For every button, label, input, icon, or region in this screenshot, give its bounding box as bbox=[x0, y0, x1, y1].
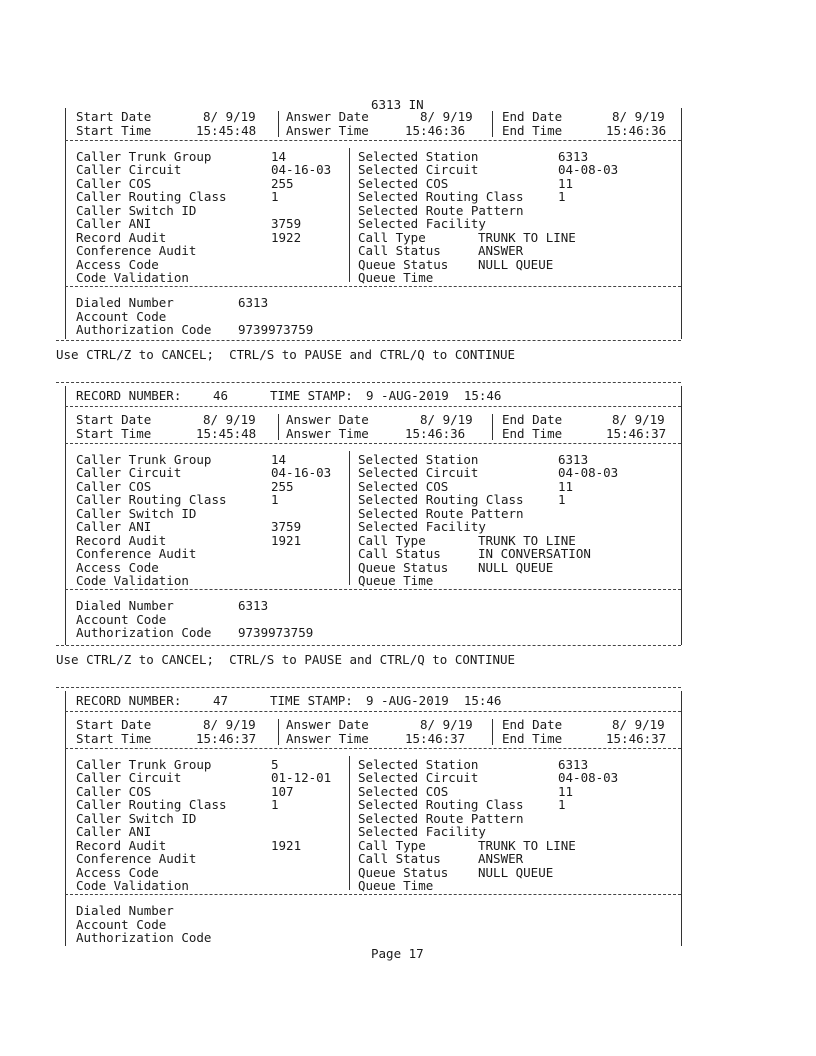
frame-right-border bbox=[681, 691, 682, 946]
section-divider bbox=[65, 140, 681, 141]
account-code-label: Account Code bbox=[76, 917, 167, 932]
section-divider bbox=[65, 406, 681, 407]
start-time-value: 15:46:37 bbox=[196, 731, 257, 746]
caller-switch-id-label: Caller Switch ID bbox=[76, 506, 197, 521]
selected-circuit-value: 04-08-03 bbox=[558, 770, 619, 785]
caller-cos-value: 255 bbox=[271, 176, 294, 191]
record-audit-value: 1921 bbox=[271, 838, 302, 853]
access-code-label: Access Code bbox=[76, 257, 159, 272]
end-time-value: 15:46:37 bbox=[606, 731, 667, 746]
caller-routing-class-label: Caller Routing Class bbox=[76, 797, 227, 812]
account-code-label: Account Code bbox=[76, 612, 167, 627]
queue-time-label: Queue Time bbox=[358, 573, 434, 588]
end-date-value: 8/ 9/19 bbox=[612, 717, 665, 732]
caller-ani-label: Caller ANI bbox=[76, 824, 152, 839]
caller-cos-label: Caller COS bbox=[76, 176, 152, 191]
record-audit-value: 1922 bbox=[271, 230, 302, 245]
call-type-value: TRUNK TO LINE bbox=[478, 533, 576, 548]
selected-cos-value: 11 bbox=[558, 176, 574, 191]
caller-switch-id-label: Caller Switch ID bbox=[76, 203, 197, 218]
record-number-label: RECORD NUMBER: bbox=[76, 388, 182, 403]
start-date-value: 8/ 9/19 bbox=[203, 717, 256, 732]
header-station-id: 6313 IN bbox=[371, 97, 424, 112]
selected-cos-value: 11 bbox=[558, 784, 574, 799]
call-type-value: TRUNK TO LINE bbox=[478, 230, 576, 245]
caller-ani-value: 3759 bbox=[271, 216, 302, 231]
conference-audit-label: Conference Audit bbox=[76, 243, 197, 258]
page-number: Page 17 bbox=[371, 946, 424, 961]
authorization-code-label: Authorization Code bbox=[76, 930, 212, 945]
selected-station-value: 6313 bbox=[558, 149, 589, 164]
section-divider bbox=[65, 589, 681, 590]
caller-cos-label: Caller COS bbox=[76, 479, 152, 494]
selected-circuit-label: Selected Circuit bbox=[358, 465, 479, 480]
record-top-divider bbox=[56, 687, 681, 688]
queue-status-label: Queue Status bbox=[358, 560, 449, 575]
time-stamp-value: 9 -AUG-2019 15:46 bbox=[366, 693, 502, 708]
caller-routing-class-value: 1 bbox=[271, 189, 279, 204]
queue-time-label: Queue Time bbox=[358, 270, 434, 285]
date-col-divider-1 bbox=[278, 111, 279, 137]
selected-route-pattern-label: Selected Route Pattern bbox=[358, 203, 524, 218]
selected-cos-label: Selected COS bbox=[358, 784, 449, 799]
start-date-value: 8/ 9/19 bbox=[203, 412, 256, 427]
authorization-code-label: Authorization Code bbox=[76, 625, 212, 640]
selected-station-label: Selected Station bbox=[358, 757, 479, 772]
answer-time-label: Answer Time bbox=[286, 123, 369, 138]
answer-date-label: Answer Date bbox=[286, 717, 369, 732]
answer-time-value: 15:46:36 bbox=[405, 123, 466, 138]
caller-ani-label: Caller ANI bbox=[76, 216, 152, 231]
end-date-label: End Date bbox=[502, 109, 563, 124]
caller-ani-label: Caller ANI bbox=[76, 519, 152, 534]
start-date-label: Start Date bbox=[76, 717, 152, 732]
caller-routing-class-label: Caller Routing Class bbox=[76, 189, 227, 204]
dialed-number-label: Dialed Number bbox=[76, 598, 174, 613]
start-time-label: Start Time bbox=[76, 123, 152, 138]
caller-circuit-label: Caller Circuit bbox=[76, 162, 182, 177]
authorization-code-label: Authorization Code bbox=[76, 322, 212, 337]
selected-circuit-value: 04-08-03 bbox=[558, 162, 619, 177]
code-validation-label: Code Validation bbox=[76, 878, 189, 893]
record-number-label: RECORD NUMBER: bbox=[76, 693, 182, 708]
caller-circuit-label: Caller Circuit bbox=[76, 770, 182, 785]
selected-facility-label: Selected Facility bbox=[358, 519, 486, 534]
end-time-value: 15:46:36 bbox=[606, 123, 667, 138]
selected-routing-class-value: 1 bbox=[558, 189, 566, 204]
dialed-number-label: Dialed Number bbox=[76, 295, 174, 310]
end-date-label: End Date bbox=[502, 717, 563, 732]
call-type-label: Call Type bbox=[358, 533, 426, 548]
start-time-label: Start Time bbox=[76, 731, 152, 746]
start-date-label: Start Date bbox=[76, 412, 152, 427]
call-type-label: Call Type bbox=[358, 838, 426, 853]
selected-cos-value: 11 bbox=[558, 479, 574, 494]
authorization-code-value: 9739973759 bbox=[238, 322, 314, 337]
record-audit-label: Record Audit bbox=[76, 533, 167, 548]
call-status-value: ANSWER bbox=[478, 851, 524, 866]
record-audit-value: 1921 bbox=[271, 533, 302, 548]
section-divider bbox=[65, 286, 681, 287]
caller-trunk-group-label: Caller Trunk Group bbox=[76, 757, 212, 772]
answer-date-label: Answer Date bbox=[286, 109, 369, 124]
section-divider bbox=[65, 711, 681, 712]
queue-status-value: NULL QUEUE bbox=[478, 865, 554, 880]
selected-facility-label: Selected Facility bbox=[358, 824, 486, 839]
caller-trunk-group-value: 14 bbox=[271, 452, 287, 467]
record-number-value: 46 bbox=[213, 388, 229, 403]
call-status-label: Call Status bbox=[358, 546, 441, 561]
account-code-label: Account Code bbox=[76, 309, 167, 324]
end-time-label: End Time bbox=[502, 123, 563, 138]
start-time-value: 15:45:48 bbox=[196, 426, 257, 441]
selected-routing-class-label: Selected Routing Class bbox=[358, 189, 524, 204]
caller-cos-value: 107 bbox=[271, 784, 294, 799]
caller-trunk-group-label: Caller Trunk Group bbox=[76, 149, 212, 164]
answer-time-label: Answer Time bbox=[286, 731, 369, 746]
frame-left-border bbox=[65, 691, 66, 946]
conference-audit-label: Conference Audit bbox=[76, 851, 197, 866]
code-validation-label: Code Validation bbox=[76, 270, 189, 285]
fields-col-divider bbox=[349, 756, 350, 890]
selected-routing-class-label: Selected Routing Class bbox=[358, 797, 524, 812]
fields-col-divider bbox=[349, 148, 350, 282]
selected-circuit-value: 04-08-03 bbox=[558, 465, 619, 480]
section-divider bbox=[65, 894, 681, 895]
caller-circuit-label: Caller Circuit bbox=[76, 465, 182, 480]
selected-route-pattern-label: Selected Route Pattern bbox=[358, 811, 524, 826]
selected-cos-label: Selected COS bbox=[358, 176, 449, 191]
time-stamp-label: TIME STAMP: bbox=[270, 388, 353, 403]
record-end-divider bbox=[56, 645, 681, 646]
end-date-label: End Date bbox=[502, 412, 563, 427]
terminal-control-hint: Use CTRL/Z to CANCEL; CTRL/S to PAUSE and CTRL/Q to CONTINUE bbox=[56, 347, 516, 362]
conference-audit-label: Conference Audit bbox=[76, 546, 197, 561]
caller-routing-class-value: 1 bbox=[271, 492, 279, 507]
caller-circuit-value: 04-16-03 bbox=[271, 465, 332, 480]
call-status-value: IN CONVERSATION bbox=[478, 546, 591, 561]
authorization-code-value: 9739973759 bbox=[238, 625, 314, 640]
dialed-number-label: Dialed Number bbox=[76, 903, 174, 918]
selected-circuit-label: Selected Circuit bbox=[358, 770, 479, 785]
caller-circuit-value: 01-12-01 bbox=[271, 770, 332, 785]
call-record-2 bbox=[0, 382, 816, 702]
call-record-1 bbox=[0, 108, 816, 428]
caller-circuit-value: 04-16-03 bbox=[271, 162, 332, 177]
queue-status-label: Queue Status bbox=[358, 865, 449, 880]
caller-trunk-group-label: Caller Trunk Group bbox=[76, 452, 212, 467]
answer-time-value: 15:46:37 bbox=[405, 731, 466, 746]
end-time-label: End Time bbox=[502, 426, 563, 441]
caller-switch-id-label: Caller Switch ID bbox=[76, 811, 197, 826]
frame-left-border bbox=[65, 386, 66, 645]
date-col-divider-1 bbox=[278, 414, 279, 440]
call-status-label: Call Status bbox=[358, 243, 441, 258]
queue-status-label: Queue Status bbox=[358, 257, 449, 272]
terminal-control-hint: Use CTRL/Z to CANCEL; CTRL/S to PAUSE and CTRL/Q to CONTINUE bbox=[56, 652, 516, 667]
caller-trunk-group-value: 14 bbox=[271, 149, 287, 164]
caller-trunk-group-value: 5 bbox=[271, 757, 279, 772]
queue-time-label: Queue Time bbox=[358, 878, 434, 893]
date-col-divider-1 bbox=[278, 719, 279, 745]
call-type-value: TRUNK TO LINE bbox=[478, 838, 576, 853]
caller-cos-label: Caller COS bbox=[76, 784, 152, 799]
selected-circuit-label: Selected Circuit bbox=[358, 162, 479, 177]
section-divider bbox=[65, 443, 681, 444]
fields-col-divider bbox=[349, 451, 350, 585]
record-audit-label: Record Audit bbox=[76, 230, 167, 245]
selected-routing-class-label: Selected Routing Class bbox=[358, 492, 524, 507]
start-time-label: Start Time bbox=[76, 426, 152, 441]
answer-date-value: 8/ 9/19 bbox=[420, 412, 473, 427]
dialed-number-value: 6313 bbox=[238, 295, 269, 310]
selected-cos-label: Selected COS bbox=[358, 479, 449, 494]
selected-station-label: Selected Station bbox=[358, 149, 479, 164]
answer-date-label: Answer Date bbox=[286, 412, 369, 427]
end-time-value: 15:46:37 bbox=[606, 426, 667, 441]
selected-station-value: 6313 bbox=[558, 757, 589, 772]
call-status-label: Call Status bbox=[358, 851, 441, 866]
start-time-value: 15:45:48 bbox=[196, 123, 257, 138]
selected-routing-class-value: 1 bbox=[558, 492, 566, 507]
selected-facility-label: Selected Facility bbox=[358, 216, 486, 231]
caller-routing-class-value: 1 bbox=[271, 797, 279, 812]
selected-routing-class-value: 1 bbox=[558, 797, 566, 812]
queue-status-value: NULL QUEUE bbox=[478, 257, 554, 272]
frame-right-border bbox=[681, 386, 682, 645]
selected-route-pattern-label: Selected Route Pattern bbox=[358, 506, 524, 521]
call-status-value: ANSWER bbox=[478, 243, 524, 258]
time-stamp-label: TIME STAMP: bbox=[270, 693, 353, 708]
code-validation-label: Code Validation bbox=[76, 573, 189, 588]
caller-ani-value: 3759 bbox=[271, 519, 302, 534]
end-date-value: 8/ 9/19 bbox=[612, 109, 665, 124]
section-divider bbox=[65, 748, 681, 749]
answer-time-value: 15:46:36 bbox=[405, 426, 466, 441]
start-date-value: 8/ 9/19 bbox=[203, 109, 256, 124]
end-time-label: End Time bbox=[502, 731, 563, 746]
frame-left-border bbox=[65, 108, 66, 339]
answer-time-label: Answer Time bbox=[286, 426, 369, 441]
time-stamp-value: 9 -AUG-2019 15:46 bbox=[366, 388, 502, 403]
caller-cos-value: 255 bbox=[271, 479, 294, 494]
date-col-divider-2 bbox=[492, 414, 493, 440]
access-code-label: Access Code bbox=[76, 560, 159, 575]
answer-date-value: 8/ 9/19 bbox=[420, 717, 473, 732]
date-col-divider-2 bbox=[492, 111, 493, 137]
dialed-number-value: 6313 bbox=[238, 598, 269, 613]
record-end-divider bbox=[56, 340, 681, 341]
access-code-label: Access Code bbox=[76, 865, 159, 880]
start-date-label: Start Date bbox=[76, 109, 152, 124]
record-number-value: 47 bbox=[213, 693, 229, 708]
call-type-label: Call Type bbox=[358, 230, 426, 245]
queue-status-value: NULL QUEUE bbox=[478, 560, 554, 575]
answer-date-value: 8/ 9/19 bbox=[420, 109, 473, 124]
frame-right-border bbox=[681, 108, 682, 339]
selected-station-label: Selected Station bbox=[358, 452, 479, 467]
caller-routing-class-label: Caller Routing Class bbox=[76, 492, 227, 507]
date-col-divider-2 bbox=[492, 719, 493, 745]
end-date-value: 8/ 9/19 bbox=[612, 412, 665, 427]
selected-station-value: 6313 bbox=[558, 452, 589, 467]
record-audit-label: Record Audit bbox=[76, 838, 167, 853]
record-top-divider bbox=[56, 382, 681, 383]
